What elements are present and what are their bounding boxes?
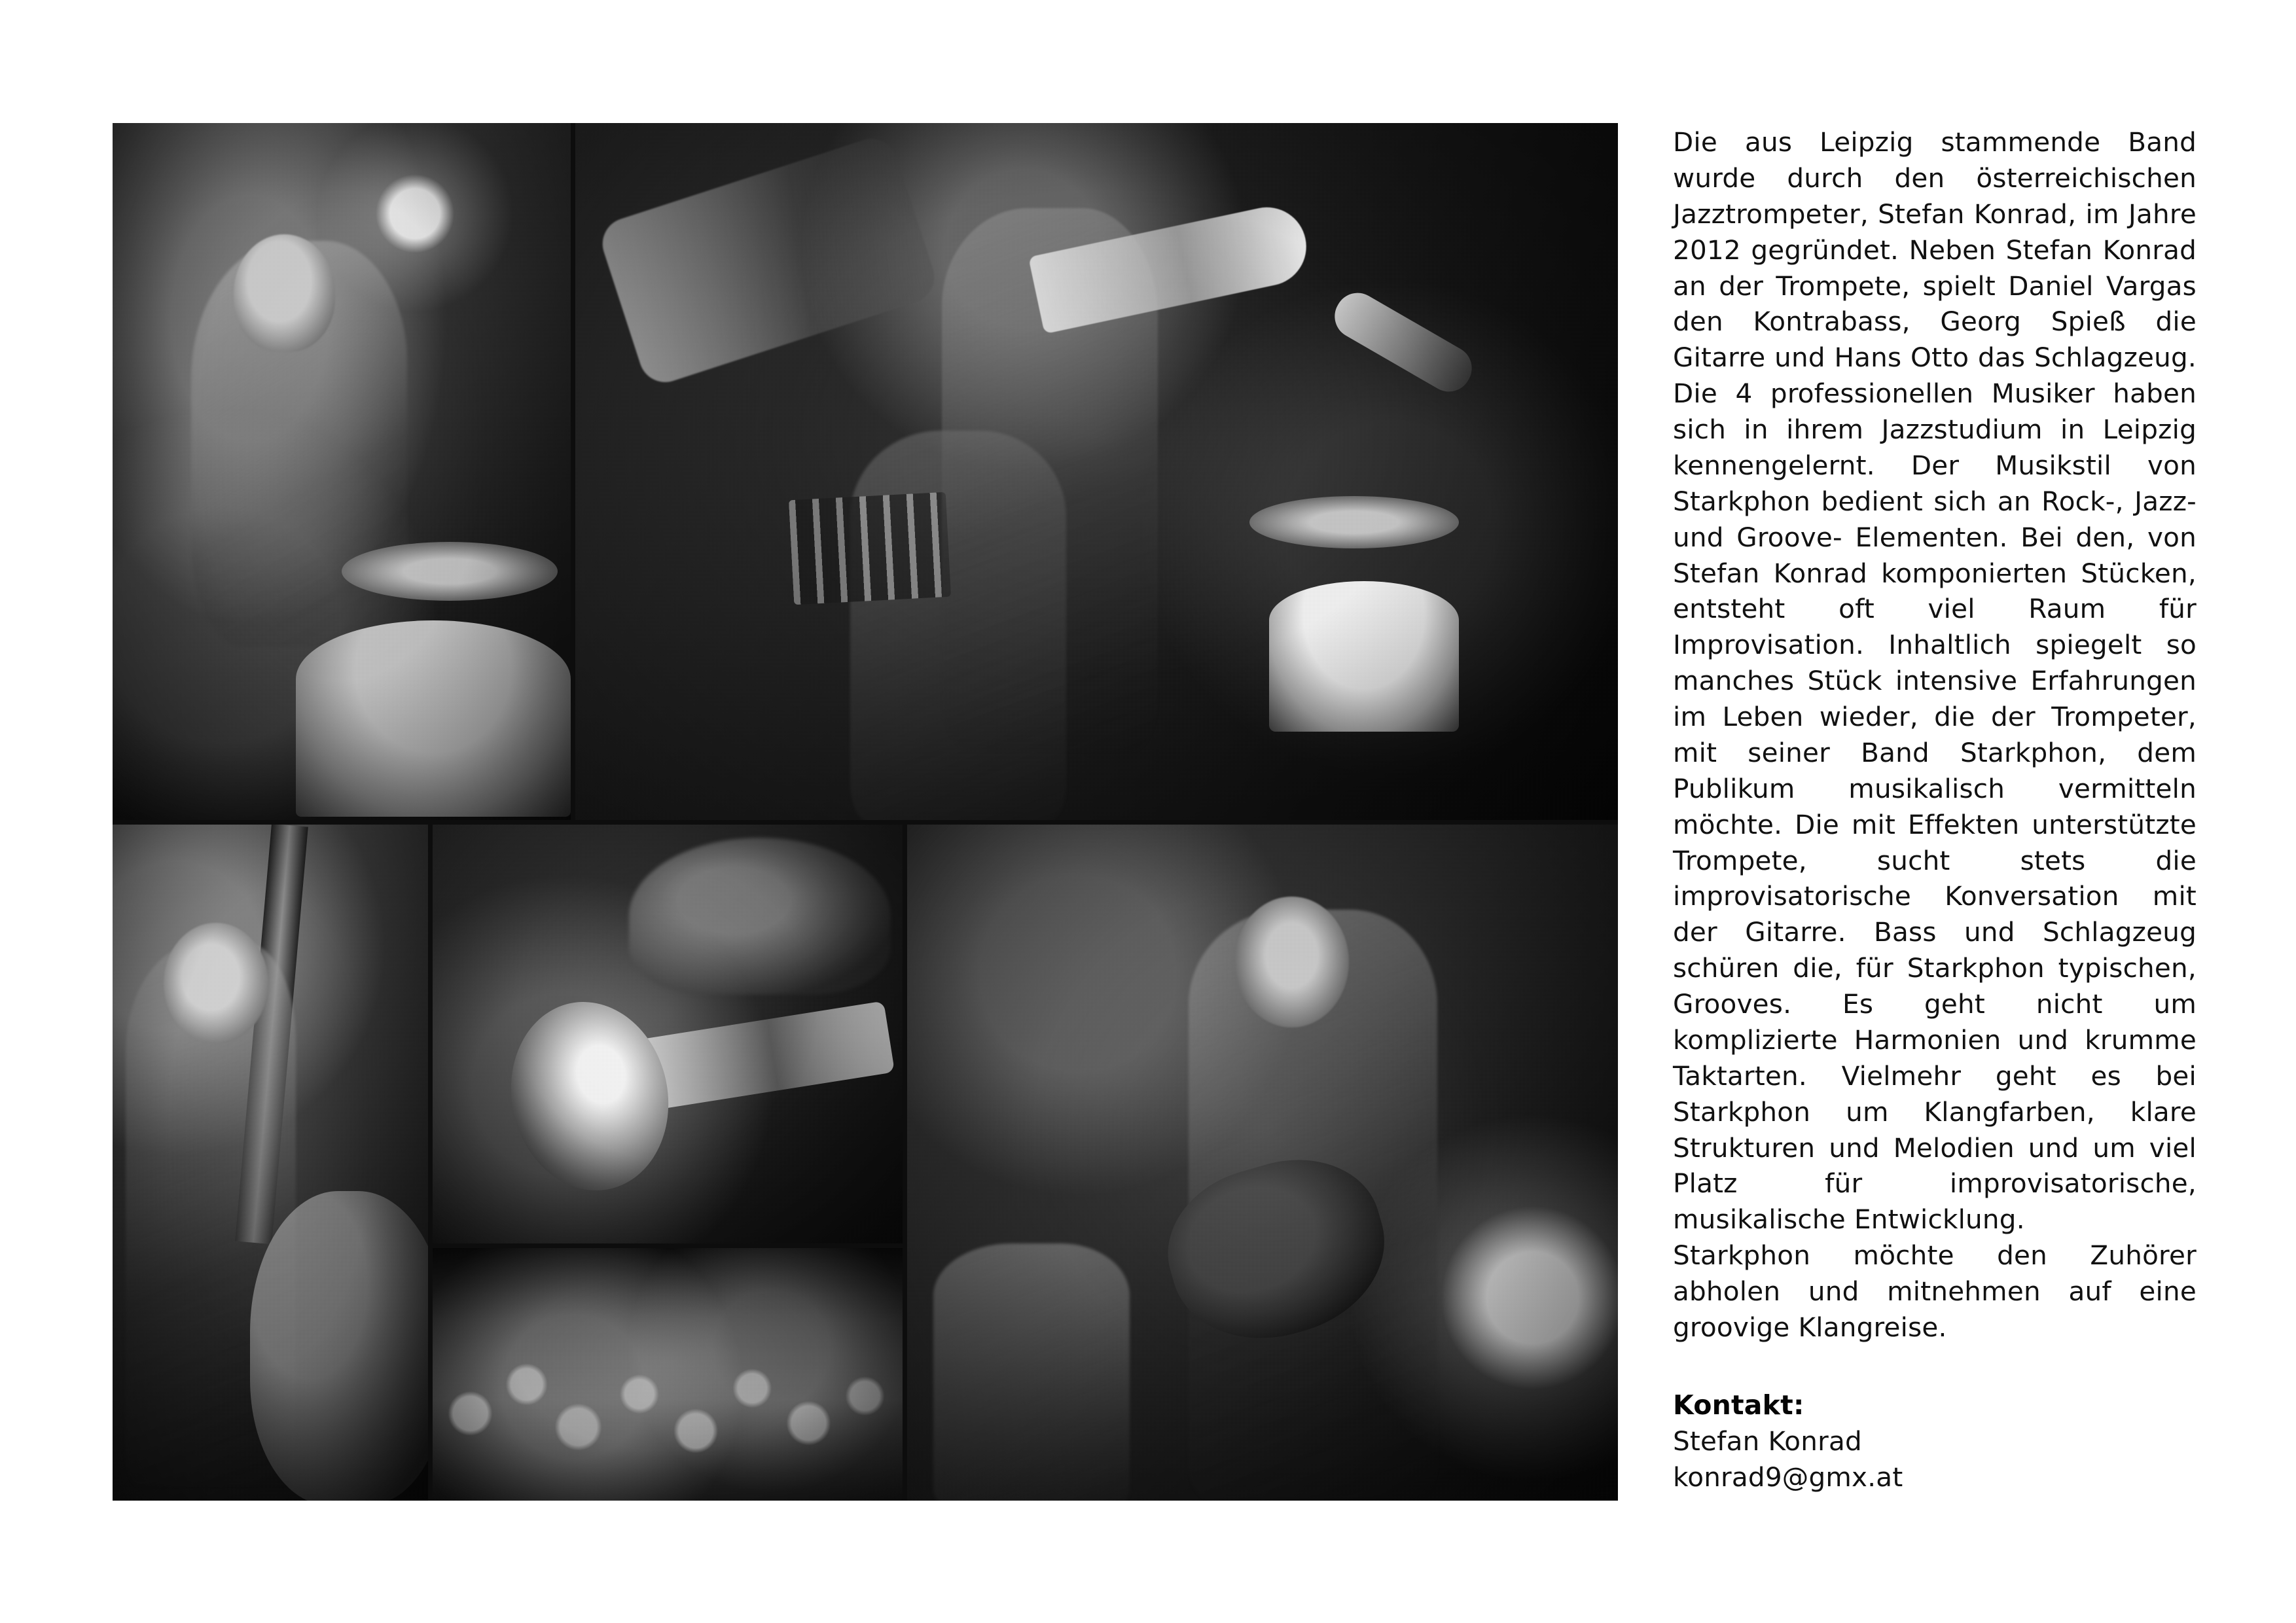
photo-vignette-layer bbox=[907, 825, 1618, 1501]
photo-audience bbox=[433, 1248, 903, 1501]
photo-guitarist bbox=[907, 825, 1618, 1501]
band-description-column bbox=[1673, 124, 2197, 1495]
contact-name: Stefan Konrad bbox=[1673, 1425, 1862, 1457]
contact-heading: Kontakt: bbox=[1673, 1389, 1804, 1421]
photo-bassist bbox=[113, 825, 428, 1501]
photo-trumpet-closeup bbox=[433, 825, 903, 1243]
photo-vignette-layer bbox=[113, 123, 571, 820]
contact-block bbox=[1673, 1387, 2197, 1496]
photo-trumpeter-band bbox=[575, 123, 1618, 820]
photo-collage bbox=[113, 123, 1618, 1501]
photo-drummer bbox=[113, 123, 571, 820]
band-description-paragraph-2: Starkphon möchte den Zuhörer abholen und mitnehmen auf eine groovige Klangreise. bbox=[1673, 1240, 2197, 1343]
photo-vignette-layer bbox=[575, 123, 1618, 820]
photo-vignette-layer bbox=[433, 1248, 903, 1501]
band-description-paragraph-1: Die aus Leipzig stammende Band wurde durch den österreichischen Jazztrompeter, Stefan Konrad, im Jahre 2012 gegründet. Neben Stefan Konrad an der Trompete, spielt Daniel Vargas den Kontrabass, Georg Spieß die Gitarre und Hans Otto das Schlagzeug. Die 4 professionellen Musiker haben sich in ihrem Jazzstudium in Leipzig kennengelernt. Der Musikstil von Starkphon bedient sich an Rock-, Jazz- und Groove- Elementen. Bei den, von Stefan Konrad komponierten Stücken, entsteht oft viel Raum für Improvisation. Inhaltlich spiegelt so manches Stück intensive Erfahrungen im Leben wieder, die der Trompeter, mit seiner Band Starkphon, dem Publikum musikalisch vermitteln möchte. Die mit Effekten unterstützte Trompete, sucht stets die improvisatorische Konversation mit der Gitarre. Bass und Schlagzeug schüren die, für Starkphon typischen, Grooves. Es geht nicht um komplizierte Harmonien und krumme Taktarten. Vielmehr geht es bei Starkphon um Klangfarben, klare Strukturen und Melodien und um viel Platz für improvisatorische, musikalische Entwicklung. bbox=[1673, 126, 2197, 1236]
contact-email[interactable]: konrad9@gmx.at bbox=[1673, 1461, 1903, 1493]
photo-vignette-layer bbox=[113, 825, 428, 1501]
photo-vignette-layer bbox=[433, 825, 903, 1243]
